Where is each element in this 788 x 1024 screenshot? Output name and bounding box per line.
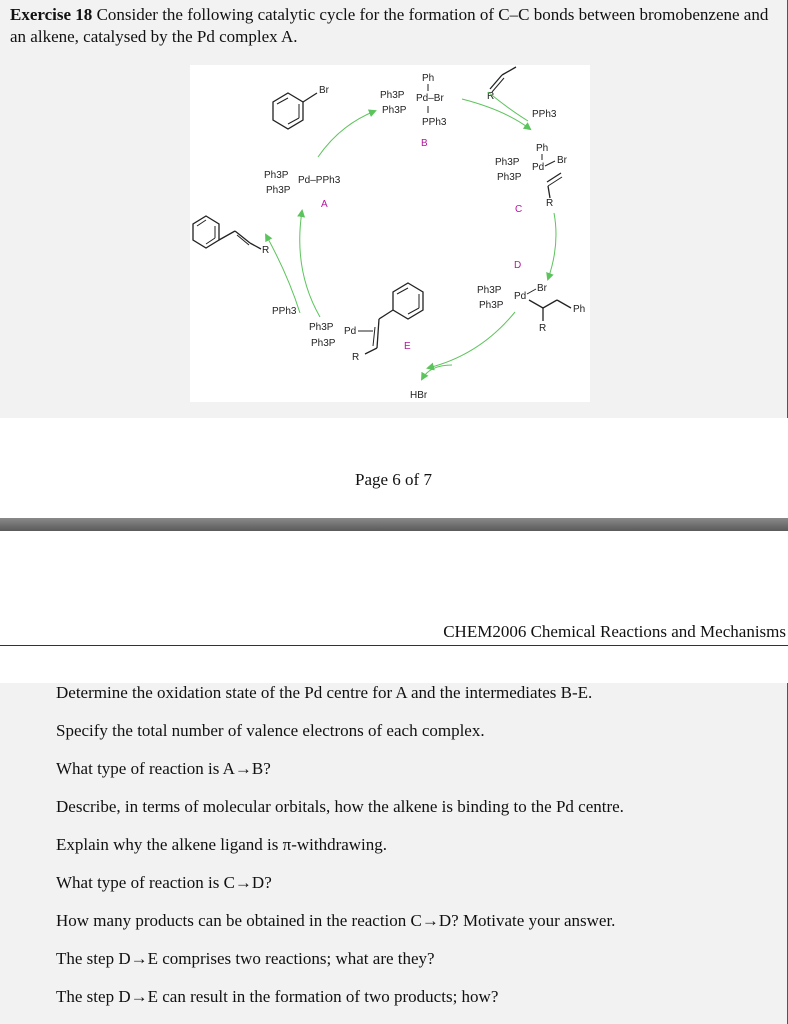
free-pph3-top: PPh3 [532, 109, 557, 120]
question-text: Explain why the alkene ligand is π-withdrawing. [56, 835, 388, 854]
page-divider [0, 518, 788, 531]
complex-e [309, 283, 423, 363]
complex-a [264, 170, 341, 210]
label-c: C [515, 204, 523, 215]
arrow-e-to-a [300, 211, 320, 317]
product-r: R [262, 245, 270, 256]
question-text: Specify the total number of valence electrons of each complex. [56, 721, 485, 740]
complex-d-br: Br [537, 283, 547, 294]
question-text: How many products can be obtained in the reaction C→D? Motivate your answer. [56, 911, 616, 930]
complex-a-ph3p-bottom: Ph3P [266, 185, 291, 196]
complex-c [495, 143, 568, 215]
exercise-intro-text: Consider the following catalytic cycle for the formation of C–C bonds between bromobenzene and an alkene, catalysed by the Pd complex A. [10, 5, 769, 46]
complex-d-ph3p-bottom: Ph3P [479, 300, 504, 311]
complex-b-ph3p-bottom: Ph3P [382, 105, 407, 116]
hbr-byproduct: HBr [410, 390, 428, 401]
page-7-sheet [0, 683, 788, 1024]
complex-d-ph3p-top: Ph3P [477, 285, 502, 296]
complex-e-r: R [352, 352, 360, 363]
complex-d-pd: Pd [514, 291, 527, 302]
catalytic-cycle-svg [190, 65, 590, 402]
bromobenzene-br: Br [319, 85, 329, 96]
label-a: A [321, 199, 328, 210]
complex-d-ph: Ph [573, 304, 586, 315]
page-number: Page 6 of 7 [355, 470, 432, 489]
arrow-a-to-b [318, 111, 375, 157]
question-text: What type of reaction is C→D? [56, 873, 272, 892]
complex-b-ph3p-top: Ph3P [380, 90, 405, 101]
complex-c-r: R [546, 198, 554, 209]
label-d: D [514, 260, 522, 271]
question-text: Describe, in terms of molecular orbitals, how the alkene is binding to the Pd centre. [56, 797, 624, 816]
alkene-r: R [487, 91, 495, 102]
complex-a-ph3p-top: Ph3P [264, 170, 289, 181]
complex-c-ph3p-bottom: Ph3P [497, 172, 522, 183]
complex-e-pd: Pd [344, 326, 357, 337]
page-6-sheet [0, 0, 788, 418]
exercise-intro [10, 4, 780, 48]
catalytic-cycle-diagram [190, 65, 590, 402]
exercise-label: Exercise 18 [10, 5, 93, 24]
label-b: B [421, 138, 428, 149]
question-text: The step D→E can result in the formation of two products; how? [56, 987, 499, 1006]
question-text: Determine the oxidation state of the Pd centre for A and the intermediates B-E. [56, 683, 593, 702]
page-gap [0, 418, 788, 518]
complex-e-ph3p-top: Ph3P [309, 322, 334, 333]
arrow-alkene-in [488, 92, 528, 121]
complex-b-ph: Ph [422, 73, 435, 84]
free-pph3-left: PPh3 [272, 306, 297, 317]
complex-b-pd-br: Pd–Br [416, 93, 444, 104]
complex-a-pd-pph3: Pd–PPh3 [298, 175, 341, 186]
complex-c-ph3p-top: Ph3P [495, 157, 520, 168]
alkene-structure [487, 67, 516, 102]
arrow-product-out [266, 235, 300, 313]
course-header: CHEM2006 Chemical Reactions and Mechanisms [443, 622, 786, 641]
complex-b-pph3: PPh3 [422, 117, 447, 128]
complex-c-pd: Pd [532, 162, 545, 173]
complex-c-br: Br [557, 155, 567, 166]
complex-e-ph3p-bottom: Ph3P [311, 338, 336, 349]
complex-c-ph: Ph [536, 143, 549, 154]
complex-d [477, 283, 585, 334]
bromobenzene-structure [273, 85, 330, 129]
arrow-hbr-out [422, 365, 452, 379]
label-e: E [404, 341, 411, 352]
header-rule [0, 645, 788, 646]
arrow-d-to-e [428, 312, 515, 368]
arrow-b-to-c [462, 99, 530, 129]
product-structure [193, 216, 269, 256]
question-text: The step D→E comprises two reactions; what are they? [56, 949, 435, 968]
question-text: What type of reaction is A→B? [56, 759, 271, 778]
arrow-c-to-d [548, 213, 556, 279]
complex-b [380, 73, 447, 149]
complex-d-r: R [539, 323, 547, 334]
